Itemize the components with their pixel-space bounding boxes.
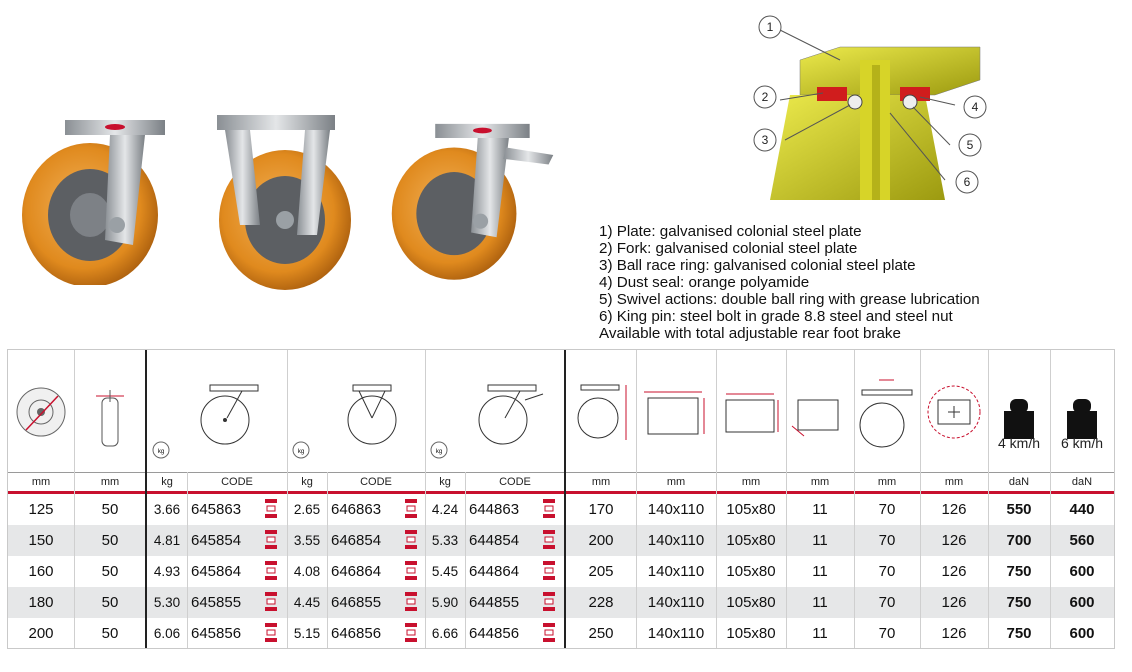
cell-wheel-width: 50	[101, 563, 119, 580]
cell-bolt-hole: 11	[812, 594, 828, 611]
cell-plate-size: 140x110	[647, 563, 705, 580]
cell-swivel-code: 645854	[191, 532, 242, 549]
cell-swivel-code: 645856	[191, 625, 242, 642]
cell-swivel-radius: 126	[941, 625, 967, 642]
cell-swivel-radius: 126	[941, 532, 967, 549]
svg-text:kg: kg	[435, 449, 443, 455]
cell-load-6kmh: 560	[1069, 532, 1095, 549]
cell-offset: 70	[878, 563, 896, 580]
cell-brake-code: 644863	[469, 501, 520, 518]
column-divider	[74, 350, 75, 648]
cell-brake-weight: 5.90	[431, 595, 459, 610]
cell-fixed-code: 646863	[331, 501, 382, 518]
bolt-spacing-icon	[716, 350, 786, 472]
cell-height: 228	[588, 594, 614, 611]
cell-wheel-diameter: 200	[28, 625, 54, 642]
cell-swivel-code: 645855	[191, 594, 242, 611]
kingpin-section-diagram	[745, 5, 1000, 210]
cell-wheel-width: 50	[101, 594, 119, 611]
cell-brake-code: 644864	[469, 563, 520, 580]
cell-wheel-width: 50	[101, 501, 119, 518]
cell-load-4kmh: 750	[1006, 594, 1032, 611]
cell-brake-code: 644856	[469, 625, 520, 642]
cell-swivel-weight: 5.30	[153, 595, 181, 610]
cell-bolt-spacing: 105x80	[726, 594, 776, 611]
cell-swivel-weight: 3.66	[153, 502, 181, 517]
unit-height: mm	[591, 476, 611, 488]
callout-1: 1	[766, 20, 774, 34]
cell-fixed-weight: 3.55	[293, 533, 321, 548]
cell-wheel-diameter: 180	[28, 594, 54, 611]
cell-swivel-radius: 126	[941, 563, 967, 580]
unit-load-4kmh: daN	[1008, 476, 1030, 488]
cell-load-4kmh: 700	[1006, 532, 1032, 549]
brake-code-icon	[405, 622, 417, 644]
cell-wheel-diameter: 125	[28, 501, 54, 518]
column-divider	[465, 472, 466, 648]
spec-line-swivel: 5) Swivel actions: double ball ring with grease lubrication	[599, 291, 980, 308]
fixed-caster-icon	[287, 350, 425, 472]
cell-height: 250	[588, 625, 614, 642]
column-divider	[327, 472, 328, 648]
cell-offset: 70	[878, 532, 896, 549]
cell-fixed-weight: 4.45	[293, 595, 321, 610]
cell-brake-weight: 4.24	[431, 502, 459, 517]
cell-height: 200	[588, 532, 614, 549]
svg-text:kg: kg	[297, 449, 305, 455]
brake-code-icon	[405, 591, 417, 613]
spec-line-king-pin: 6) King pin: steel bolt in grade 8.8 steel and steel nut	[599, 308, 953, 325]
cell-fixed-weight: 2.65	[293, 502, 321, 517]
table-row	[8, 587, 1114, 618]
svg-text:kg: kg	[157, 449, 165, 455]
callout-6: 6	[963, 175, 971, 189]
cell-offset: 70	[878, 594, 896, 611]
unit-fixed-code: CODE	[360, 476, 392, 488]
wheel-diameter-icon	[8, 350, 74, 472]
cell-offset: 70	[878, 501, 896, 518]
cell-brake-code: 644854	[469, 532, 520, 549]
brake-code-icon	[543, 560, 555, 582]
cell-load-6kmh: 600	[1069, 594, 1095, 611]
column-divider	[287, 350, 288, 648]
brake-code-icon	[543, 529, 555, 551]
cell-bolt-hole: 11	[812, 501, 828, 518]
cell-fixed-code: 646864	[331, 563, 382, 580]
unit-load-6kmh: daN	[1071, 476, 1093, 488]
cell-swivel-weight: 4.93	[153, 564, 181, 579]
brake-code-icon	[265, 529, 277, 551]
unit-wheel-width: mm	[100, 476, 120, 488]
fixed-caster-image	[205, 105, 375, 295]
cell-swivel-radius: 126	[941, 501, 967, 518]
cell-load-4kmh: 750	[1006, 563, 1032, 580]
column-divider	[425, 350, 426, 648]
column-divider	[1050, 350, 1051, 648]
brake-code-icon	[265, 591, 277, 613]
column-divider	[716, 350, 717, 648]
speed-label-4kmh: 4 km/h	[997, 435, 1040, 451]
column-divider	[636, 350, 637, 648]
brake-code-icon	[543, 622, 555, 644]
spec-line-ball-race: 3) Ball race ring: galvanised colonial steel plate	[599, 257, 916, 274]
cell-fixed-weight: 4.08	[293, 564, 321, 579]
cell-load-6kmh: 600	[1069, 563, 1095, 580]
unit-swivel-code: CODE	[221, 476, 253, 488]
table-row	[8, 525, 1114, 556]
cell-offset: 70	[878, 625, 896, 642]
unit-bolt-hole: mm	[810, 476, 830, 488]
cell-brake-weight: 6.66	[431, 626, 459, 641]
cell-fixed-weight: 5.15	[293, 626, 321, 641]
unit-fixed-kg: kg	[301, 476, 313, 488]
column-divider	[564, 350, 566, 648]
cell-load-4kmh: 550	[1006, 501, 1032, 518]
column-divider	[854, 350, 855, 648]
unit-bolt-spacing: mm	[741, 476, 761, 488]
cell-swivel-code: 645863	[191, 501, 242, 518]
cell-height: 170	[588, 501, 614, 518]
column-divider	[920, 350, 921, 648]
cell-load-6kmh: 440	[1069, 501, 1095, 518]
unit-swivel-kg: kg	[161, 476, 173, 488]
unit-swivel-radius: mm	[944, 476, 964, 488]
cell-brake-weight: 5.33	[431, 533, 459, 548]
cell-wheel-width: 50	[101, 625, 119, 642]
cell-bolt-spacing: 105x80	[726, 532, 776, 549]
cell-fixed-code: 646855	[331, 594, 382, 611]
cell-swivel-code: 645864	[191, 563, 242, 580]
cell-load-4kmh: 750	[1006, 625, 1032, 642]
unit-brake-kg: kg	[439, 476, 451, 488]
column-divider	[988, 350, 989, 648]
cell-load-6kmh: 600	[1069, 625, 1095, 642]
cell-swivel-weight: 6.06	[153, 626, 181, 641]
table-row	[8, 556, 1114, 587]
cell-swivel-radius: 126	[941, 594, 967, 611]
callout-5: 5	[966, 138, 974, 152]
unit-brake-code: CODE	[499, 476, 531, 488]
product-photos	[0, 95, 575, 295]
weight-6kmh-icon	[1050, 350, 1114, 472]
cell-bolt-spacing: 105x80	[726, 563, 776, 580]
speed-label-6kmh: 6 km/h	[1060, 435, 1103, 451]
brake-code-icon	[405, 560, 417, 582]
cell-plate-size: 140x110	[647, 625, 705, 642]
cell-bolt-spacing: 105x80	[726, 501, 776, 518]
swivel-offset-icon	[854, 350, 920, 472]
brake-code-icon	[265, 622, 277, 644]
swivel-caster-icon	[147, 350, 287, 472]
spec-line-brake-note: Available with total adjustable rear foot brake	[599, 325, 901, 342]
column-divider	[145, 350, 147, 648]
cell-brake-code: 644855	[469, 594, 520, 611]
callout-3: 3	[761, 133, 769, 147]
component-spec-list	[599, 223, 1079, 342]
cell-brake-weight: 5.45	[431, 564, 459, 579]
unit-plate: mm	[666, 476, 686, 488]
table-row	[8, 618, 1114, 649]
cell-bolt-spacing: 105x80	[726, 625, 776, 642]
spec-line-plate: 1) Plate: galvanised colonial steel plate	[599, 223, 862, 240]
cell-wheel-diameter: 150	[28, 532, 54, 549]
swivel-radius-icon	[920, 350, 988, 472]
table-row	[8, 494, 1114, 525]
cell-plate-size: 140x110	[647, 532, 705, 549]
cell-bolt-hole: 11	[812, 563, 828, 580]
unit-offset: mm	[877, 476, 897, 488]
spec-line-fork: 2) Fork: galvanised colonial steel plate	[599, 240, 858, 257]
cell-bolt-hole: 11	[812, 625, 828, 642]
cell-plate-size: 140x110	[647, 501, 705, 518]
cell-plate-size: 140x110	[647, 594, 705, 611]
cell-bolt-hole: 11	[812, 532, 828, 549]
column-divider	[786, 350, 787, 648]
cell-height: 205	[588, 563, 614, 580]
brake-code-icon	[405, 529, 417, 551]
brake-caster-image	[388, 95, 558, 285]
cell-swivel-weight: 4.81	[153, 533, 181, 548]
callout-2: 2	[761, 90, 769, 104]
bolt-hole-icon	[786, 350, 854, 472]
plate-size-icon	[636, 350, 716, 472]
column-divider	[187, 472, 188, 648]
brake-caster-icon	[425, 350, 565, 472]
overall-height-icon	[566, 350, 636, 472]
wheel-width-icon	[74, 350, 146, 472]
caster-spec-table	[7, 349, 1115, 649]
weight-4kmh-icon	[988, 350, 1050, 472]
unit-wheel-dia: mm	[31, 476, 51, 488]
spec-line-dust-seal: 4) Dust seal: orange polyamide	[599, 274, 810, 291]
brake-code-icon	[265, 498, 277, 520]
units-row	[8, 472, 1114, 491]
cell-wheel-width: 50	[101, 532, 119, 549]
callout-4: 4	[971, 100, 979, 114]
swivel-caster-image	[15, 95, 185, 285]
table-icon-header	[8, 350, 1114, 472]
cell-fixed-code: 646854	[331, 532, 382, 549]
brake-code-icon	[265, 560, 277, 582]
cell-wheel-diameter: 160	[28, 563, 54, 580]
brake-code-icon	[543, 591, 555, 613]
brake-code-icon	[543, 498, 555, 520]
brake-code-icon	[405, 498, 417, 520]
cell-fixed-code: 646856	[331, 625, 382, 642]
